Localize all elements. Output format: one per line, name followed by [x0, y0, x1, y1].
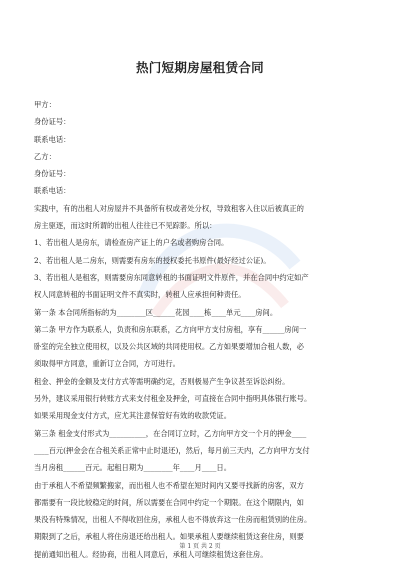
- paragraph-line: 卧室的完全独立使用权，以及公共区域的共同使用权。乙方如果要增加合租人数，必: [34, 342, 304, 352]
- list-item-1: 1、若出租人是房东，请检查房产证上的户名或者购房合同。: [34, 238, 229, 248]
- paragraph-line: 果没有特殊情况，出租人不得收回住房，承租人也不得放弃这一住房而租赁别的住房。: [34, 515, 312, 525]
- party-a-id-line: 身份证号：: [34, 117, 71, 127]
- clause-3: 第三条 租金支付形式为__________，在合同订立时，乙方向甲方交一个月的押金____: [34, 428, 307, 438]
- paragraph-line: 房主驱逐，而这时所谓的出租人往往已不见踪影。所以：: [34, 221, 217, 231]
- paragraph-line: 都需要有一段比较稳定的时间，所以需要在合同中约定一个期限。在这个期限内，如: [34, 497, 304, 507]
- paragraph-line: 如果采用现金支付方式，应尤其注意保管好有效的收款凭证。: [34, 411, 232, 421]
- party-b-line: 乙方：: [34, 151, 56, 161]
- paragraph-line: 实践中，有的出租人对房屋并不具备所有权或者处分权，导致租客入住以后被真正的: [34, 203, 304, 213]
- paragraph-line: 提前通知出租人。经协商，出租人同意后，承租人可继续租赁这套住房。: [34, 549, 268, 559]
- list-item-2: 2、若出租人是二房东，则需要有房东的授权委托书原件(最好经过公证)。: [34, 255, 271, 265]
- party-b-id-line: 身份证号：: [34, 169, 71, 179]
- list-item-3: 3、若出租人是租客，则需要房东同意转租的书面证明文件原件，并在合同中约定如产: [34, 272, 309, 282]
- paragraph-line: 期限到了之后，承租人将住房退还给出租人。如果承租人要继续租赁这套住房，则要: [34, 532, 304, 542]
- paragraph-line: 当月房租______百元。起租日期为________年____月____日。: [34, 463, 232, 473]
- paragraph-line: 另外，建议采用银行转账方式来支付租金及押金，可直接在合同中指明具体银行账号。: [34, 394, 312, 404]
- document-title: 热门短期房屋租赁合同: [135, 60, 264, 75]
- paragraph-line: 须取得甲方同意，重新订立合同，方可进行。: [34, 359, 180, 369]
- party-a-line: 甲方：: [34, 100, 56, 109]
- clause-2: 第二条 甲方作为联系人，负责和房东联系，乙方向甲方支付房租，享有______房间一: [34, 324, 307, 334]
- document-body: [34, 96, 370, 563]
- party-b-phone-line: 联系电话：: [34, 186, 71, 196]
- paragraph-line: 权人同意转租的书面证明文件不真实时，转租人应承担何种责任。: [34, 290, 246, 300]
- page-footer: 第 1 页 共 2 页: [179, 543, 221, 550]
- paragraph-line: 租金、押金的金额及支付方式等需明确约定，否则极易产生争议甚至诉讼纠纷。: [34, 376, 290, 386]
- clause-1: 第一条 本合同所指标的为________区______花园____栋____单元____房间。: [34, 307, 278, 317]
- paragraph-line: 由于承租人不希望频繁搬家，而出租人也不希望在短时间内又要寻找新的房客，双方: [34, 480, 304, 490]
- party-a-phone-line: 联系电话：: [34, 134, 71, 144]
- paragraph-line: ____百元(押金会在合租关系正常中止时退还)，然后，每月前三天内，乙方向甲方支付: [34, 445, 310, 455]
